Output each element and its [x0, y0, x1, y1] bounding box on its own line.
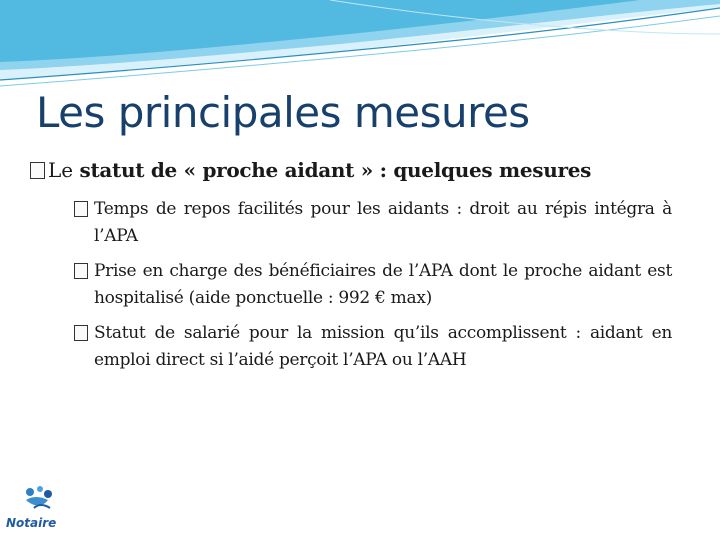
notaire-logo-icon	[4, 482, 76, 516]
list-item-text: Temps de repos facilités pour les aidants : droit au répis intégra à l’APA	[94, 199, 672, 246]
heading-text: statut de « proche aidant » : quelques mesures	[79, 158, 592, 182]
bullet-box-icon	[74, 201, 88, 217]
list-item-text: Prise en charge des bénéficiaires de l’APA dont le proche aidant est hospitalisé (aide ponctuelle : 992 € max)	[94, 261, 672, 308]
bullet-list	[74, 196, 672, 382]
heading-prefix: Le	[48, 158, 74, 182]
header-wave-banner	[0, 0, 720, 90]
list-item	[74, 320, 672, 374]
bullet-box-icon	[74, 325, 88, 341]
logo-text: Notaire	[6, 516, 57, 530]
list-item	[74, 196, 672, 250]
slide-title: Les principales mesures	[36, 88, 530, 137]
list-item	[74, 258, 672, 312]
bullet-box-icon	[30, 162, 45, 179]
bullet-box-icon	[74, 263, 88, 279]
main-heading	[30, 158, 680, 182]
list-item-text: Statut de salarié pour la mission qu’ils accomplissent : aidant en emploi direct si l’aidé perçoit l’APA ou l’AAH	[94, 323, 672, 370]
